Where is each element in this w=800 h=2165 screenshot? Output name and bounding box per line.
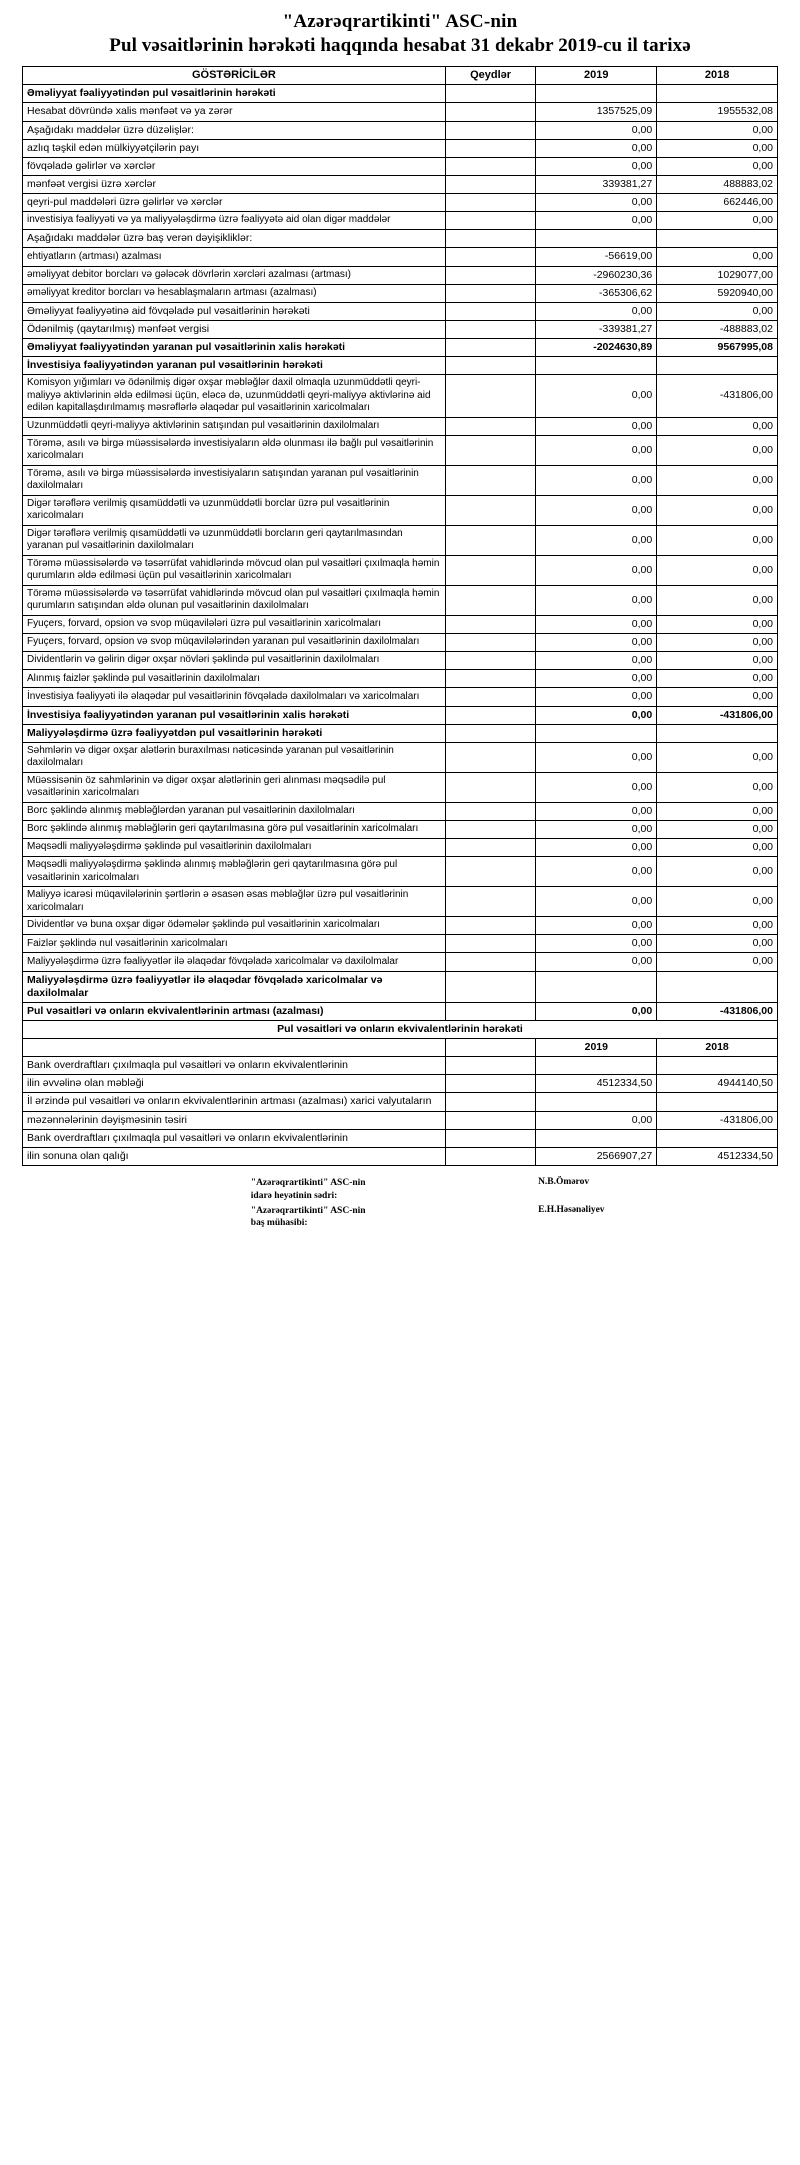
row-value-2019 <box>536 971 657 1002</box>
row-section-label: İnvestisiya fəaliyyətindən yaranan pul vəsaitlərinin hərəkəti <box>23 357 446 375</box>
row-note <box>445 157 536 175</box>
row-value-2018: 0,00 <box>657 139 778 157</box>
row-label: qeyri-pul maddələri üzrə gəlirlər və xərclər <box>23 194 446 212</box>
row-label: Uzunmüddətli qeyri-maliyyə aktivlərinin satışından pul vəsaitlərinin daxilolmaları <box>23 417 446 435</box>
row-value-2018: 0,00 <box>657 802 778 820</box>
title-line-2: Pul vəsaitlərinin hərəkəti haqqında hesabat 31 dekabr 2019-cu il tarixə <box>109 34 691 56</box>
row-note <box>445 839 536 857</box>
row-note <box>445 266 536 284</box>
row-value-2019: 0,00 <box>536 302 657 320</box>
signature-name: E.H.Həsənəliyev <box>538 1204 605 1215</box>
row-value-2019: 0,00 <box>536 525 657 555</box>
row-value-2018: 0,00 <box>657 615 778 633</box>
row-value-2019: 0,00 <box>536 465 657 495</box>
row-value-2018: 0,00 <box>657 525 778 555</box>
row-note <box>445 339 536 357</box>
table-row <box>23 953 778 971</box>
row-value-2019: 0,00 <box>536 670 657 688</box>
row-label: Bank overdraftları çıxılmaqla pul vəsaitləri və onların ekvivalentlərinin <box>23 1057 446 1075</box>
row-note <box>445 820 536 838</box>
signature-row <box>22 1176 778 1204</box>
row-note <box>445 634 536 652</box>
row-note <box>445 585 536 615</box>
row-label: Fyuçers, forvard, opsion və svop müqavilələrindən yaranan pul vəsaitlərinin daxilolmaları <box>23 634 446 652</box>
row-value-2018: 0,00 <box>657 742 778 772</box>
row-note <box>445 887 536 917</box>
row-note <box>445 917 536 935</box>
row-value-2018: 0,00 <box>657 670 778 688</box>
table-row <box>23 585 778 615</box>
table-header <box>23 66 778 85</box>
row-note <box>445 417 536 435</box>
row-value-2018: 0,00 <box>657 157 778 175</box>
row-note <box>445 1147 536 1165</box>
row-label: Ödənilmiş (qaytarılmış) mənfəət vergisi <box>23 320 446 338</box>
row-value-2018: 0,00 <box>657 839 778 857</box>
row-note <box>445 103 536 121</box>
row-value-2018: 0,00 <box>657 435 778 465</box>
row-value-2019: 0,00 <box>536 652 657 670</box>
row-note <box>445 802 536 820</box>
row-value-2019: 0,00 <box>536 585 657 615</box>
row-value-2018: 0,00 <box>657 953 778 971</box>
row-value-2018: 0,00 <box>657 887 778 917</box>
row-value-2019: 0,00 <box>536 555 657 585</box>
row-value-2018: 1029077,00 <box>657 266 778 284</box>
signature-block <box>22 1176 778 1231</box>
table-row <box>23 857 778 887</box>
row-value-2018: 0,00 <box>657 465 778 495</box>
table-row <box>23 248 778 266</box>
table-row <box>23 555 778 585</box>
row-note <box>445 121 536 139</box>
row-value-2019: 0,00 <box>536 839 657 857</box>
row-value-2019: 0,00 <box>536 615 657 633</box>
table-row <box>23 417 778 435</box>
row-value-2019: 0,00 <box>536 1002 657 1020</box>
row-note <box>445 706 536 724</box>
row-note <box>445 953 536 971</box>
table-row <box>23 435 778 465</box>
row-value-2019: 0,00 <box>536 706 657 724</box>
row-value-2018: 0,00 <box>657 417 778 435</box>
row-value-2018: 0,00 <box>657 772 778 802</box>
row-note <box>445 194 536 212</box>
row-value-2018: 0,00 <box>657 820 778 838</box>
table-row <box>23 320 778 338</box>
row-label: Məqsədli maliyyələşdirmə şəklində alınmış məbləğlərin geri qaytarılmasına görə pul vəsaitlərinin xaricolmaları <box>23 857 446 887</box>
row-label: əməliyyat kreditor borcları və hesablaşmaların artması (azalması) <box>23 284 446 302</box>
title-line-1: "Azərəqrartikinti" ASC-nin <box>282 11 518 32</box>
row-note <box>445 302 536 320</box>
row-value-2018: 0,00 <box>657 688 778 706</box>
table-subheading: Pul vəsaitləri və onların ekvivalentlərinin hərəkəti <box>23 1020 778 1038</box>
row-value-2018: 0,00 <box>657 121 778 139</box>
row-value-2018 <box>657 724 778 742</box>
row-value-2018 <box>657 971 778 1002</box>
table-row <box>23 1129 778 1147</box>
row-value-2018 <box>657 1129 778 1147</box>
row-value-2019: -365306,62 <box>536 284 657 302</box>
row-value-2018: -431806,00 <box>657 375 778 418</box>
row-label: Müəssisənin öz sahmlərinin və digər oxşar alətlərinin geri alınması məqsədilə pul vəsaitlərinin xaricolmaları <box>23 772 446 802</box>
signature-spacer <box>22 1204 249 1232</box>
row-value-2018: 0,00 <box>657 935 778 953</box>
column-header-notes: Qeydlər <box>445 66 536 85</box>
row-note <box>445 284 536 302</box>
row-value-2019: 0,00 <box>536 157 657 175</box>
row-value-2019: 2566907,27 <box>536 1147 657 1165</box>
row-value-2019: 0,00 <box>536 887 657 917</box>
row-note <box>445 670 536 688</box>
row-note <box>445 1129 536 1147</box>
table-row <box>23 935 778 953</box>
row-value-2018: 0,00 <box>657 585 778 615</box>
table-row <box>23 1093 778 1111</box>
row-note <box>445 435 536 465</box>
row-label: əməliyyat debitor borcları və gələcək dövrlərin xərcləri azalması (artması) <box>23 266 446 284</box>
row-value-2019 <box>536 1057 657 1075</box>
row-label: Məqsədli maliyyələşdirmə şəklində pul vəsaitlərinin daxilolmaları <box>23 839 446 857</box>
table-row <box>23 1020 778 1038</box>
column-header-year-2018: 2018 <box>657 66 778 85</box>
row-note <box>445 175 536 193</box>
row-label: Faizlər şəklində nul vəsaitlərinin xaricolmaları <box>23 935 446 953</box>
table-row <box>23 1075 778 1093</box>
row-value-2019: 0,00 <box>536 688 657 706</box>
table-row <box>23 634 778 652</box>
row-total-label: Maliyyələşdirmə üzrə fəaliyyətlər ilə əlaqədar fövqəladə xaricolmalar və daxilolmalar <box>23 971 446 1002</box>
table-row <box>23 103 778 121</box>
row-note <box>445 212 536 230</box>
row-label: Alınmış faizlər şəklində pul vəsaitlərinin daxilolmaları <box>23 670 446 688</box>
row-value-2019: 0,00 <box>536 1111 657 1129</box>
row-note <box>445 1111 536 1129</box>
signature-org: "Azərəqrartikinti" ASC-nin <box>250 1205 366 1216</box>
row-note <box>445 248 536 266</box>
row-note <box>445 652 536 670</box>
table-row <box>23 772 778 802</box>
row-value-2019 <box>536 1129 657 1147</box>
row-note <box>445 495 536 525</box>
table-header-row <box>23 66 778 85</box>
row-note <box>445 742 536 772</box>
row-value-2018: 0,00 <box>657 857 778 887</box>
row-total-label: İnvestisiya fəaliyyətindən yaranan pul vəsaitlərinin xalis hərəkəti <box>23 706 446 724</box>
table-row <box>23 194 778 212</box>
row-label: Maliyyə icarəsi müqavilələrinin şərtlərin ə əsasən əsas məbləğlər üzrə pul vəsaitlərinin xaricolmaları <box>23 887 446 917</box>
row-note <box>445 1075 536 1093</box>
row-label: mənfəət vergisi üzrə xərclər <box>23 175 446 193</box>
row-value-2018 <box>657 357 778 375</box>
row-value-2019 <box>536 357 657 375</box>
row-value-2018: 4944140,50 <box>657 1075 778 1093</box>
table-row <box>23 284 778 302</box>
row-value-2019: -2960230,36 <box>536 266 657 284</box>
row-label: Hesabat dövründə xalis mənfəət və ya zərər <box>23 103 446 121</box>
row-value-2019: 0,00 <box>536 194 657 212</box>
row-value-2018: -431806,00 <box>657 706 778 724</box>
row-value-2019: 339381,27 <box>536 175 657 193</box>
row-note <box>445 1039 536 1057</box>
row-note <box>445 525 536 555</box>
row-value-2019: -56619,00 <box>536 248 657 266</box>
row-value-2018: -431806,00 <box>657 1002 778 1020</box>
row-value-2019: 0,00 <box>536 772 657 802</box>
row-value-2019: 0,00 <box>536 495 657 525</box>
table-row <box>23 357 778 375</box>
row-value-2018: 0,00 <box>657 495 778 525</box>
row-label: Fyuçers, forvard, opsion və svop müqavilələri üzrə pul vəsaitlərinin xaricolmaları <box>23 615 446 633</box>
table-row <box>23 724 778 742</box>
signature-position: idarə heyətinin sədri: <box>250 1190 338 1201</box>
row-value-2019: 0,00 <box>536 139 657 157</box>
table-row <box>23 212 778 230</box>
cash-flow-table <box>22 66 778 1166</box>
table-body <box>23 85 778 1166</box>
row-value-2019 <box>536 1093 657 1111</box>
row-value-2018: 0,00 <box>657 248 778 266</box>
row-value-2019: 0,00 <box>536 375 657 418</box>
table-row <box>23 820 778 838</box>
table-row <box>23 266 778 284</box>
row-note <box>445 688 536 706</box>
row-note <box>445 375 536 418</box>
row-value-2019: -2024630,89 <box>536 339 657 357</box>
table-row <box>23 615 778 633</box>
row-value-2018: 488883,02 <box>657 175 778 193</box>
table-row <box>23 157 778 175</box>
row-label: Borc şəklində alınmış məbləğlərin geri qaytarılmasına görə pul vəsaitlərinin xaricolmaları <box>23 820 446 838</box>
table-row <box>23 1002 778 1020</box>
table-row <box>23 688 778 706</box>
row-label: Komisyon yığımları və ödənilmiş digər oxşar məbləğlər daxil olmaqla uzunmüddətli qeyri-maliyyə aktivlərinin əldə edilməsi üçün, eləcə də, uzunmüddətli qeyri-maliyyə aktivlərinə aid edilən kapitallaşdırılmamış məsrəflərlə əlaqədar pul vəsaitlərinin xaricolmaları <box>23 375 446 418</box>
document-title <box>22 10 778 58</box>
row-label: Borc şəklində alınmış məbləğlərdən yaranan pul vəsaitlərinin daxilolmaları <box>23 802 446 820</box>
row-label: Törəmə müəssisələrdə və təsərrüfat vahidlərində mövcud olan pul vəsaitləri çıxılmaqla həmin qurumların əldə edilməsi üçün pul vəsaitlərinin xaricolmaları <box>23 555 446 585</box>
table-row <box>23 742 778 772</box>
column-header-indicators: GÖSTƏRİCİLƏR <box>23 66 446 85</box>
row-label: Səhmlərin və digər oxşar alətlərin buraxılması nəticəsində yaranan pul vəsaitlərinin daxilolmaları <box>23 742 446 772</box>
row-value-2019: 0,00 <box>536 917 657 935</box>
row-value-2019: 0,00 <box>536 121 657 139</box>
row-note <box>445 724 536 742</box>
table-row <box>23 465 778 495</box>
row-label: Digər tərəflərə verilmiş qısamüddətli və uzunmüddətli borclar üzrə pul vəsaitlərinin xaricolmaları <box>23 495 446 525</box>
row-value-2019: 0,00 <box>536 802 657 820</box>
row-label: Törəmə müəssisələrdə və təsərrüfat vahidlərində mövcud olan pul vəsaitləri çıxılmaqla həmin qurumların satışından əldə olunan pul vəsaitlərinin daxilolmaları <box>23 585 446 615</box>
row-label <box>23 1039 446 1057</box>
row-value-2019: 0,00 <box>536 212 657 230</box>
row-note <box>445 139 536 157</box>
table-row <box>23 802 778 820</box>
row-value-2018: 0,00 <box>657 555 778 585</box>
row-note <box>445 465 536 495</box>
row-value-2018: 662446,00 <box>657 194 778 212</box>
row-value-2018: 4512334,50 <box>657 1147 778 1165</box>
row-label: Maliyyələşdirmə üzrə fəaliyyətlər ilə əlaqədar fövqəladə xaricolmalar və daxilolmalar <box>23 953 446 971</box>
row-label: Bank overdraftları çıxılmaqla pul vəsaitləri və onların ekvivalentlərinin <box>23 1129 446 1147</box>
row-value-2018 <box>657 230 778 248</box>
row-value-2018: -488883,02 <box>657 320 778 338</box>
row-note <box>445 555 536 585</box>
table-row <box>23 1057 778 1075</box>
row-section-label: Əməliyyat fəaliyyətindən pul vəsaitlərinin hərəkəti <box>23 85 446 103</box>
table-row <box>23 917 778 935</box>
row-label: Aşağıdakı maddələr üzrə baş verən dəyişikliklər: <box>23 230 446 248</box>
row-value-2018: 9567995,08 <box>657 339 778 357</box>
row-note <box>445 85 536 103</box>
row-value-2019: 0,00 <box>536 953 657 971</box>
row-label: Dividentlər və buna oxşar digər ödəmələr şəklində pul vəsaitlərinin xaricolmaları <box>23 917 446 935</box>
row-value-2019 <box>536 724 657 742</box>
row-value-2018 <box>657 85 778 103</box>
signature-name: N.B.Ömərov <box>538 1176 590 1187</box>
row-note <box>445 1093 536 1111</box>
row-value-2019: 0,00 <box>536 634 657 652</box>
table-row <box>23 670 778 688</box>
row-note <box>445 230 536 248</box>
row-label: İl ərzində pul vəsaitləri və onların ekvivalentlərinin artması (azalması) xarici valyutaların <box>23 1093 446 1111</box>
row-note <box>445 857 536 887</box>
row-value-2018 <box>657 1057 778 1075</box>
table-row <box>23 887 778 917</box>
row-value-2018: 0,00 <box>657 634 778 652</box>
table-row <box>23 495 778 525</box>
table-row <box>23 1147 778 1165</box>
column-header-year-2019: 2019 <box>536 66 657 85</box>
signature-role <box>249 1176 536 1204</box>
row-label: fövqəladə gəlirlər və xərclər <box>23 157 446 175</box>
row-note <box>445 1057 536 1075</box>
table-row <box>23 139 778 157</box>
signature-org: "Azərəqrartikinti" ASC-nin <box>250 1177 366 1188</box>
row-note <box>445 971 536 1002</box>
row-value-2019: 0,00 <box>536 857 657 887</box>
row-label: Digər tərəflərə verilmiş qısamüddətli və uzunmüddətli borcların geri qaytarılmasından yaranan pul vəsaitlərinin daxilolmaları <box>23 525 446 555</box>
row-label: Törəmə, asılı və birgə müəssisələrdə investisiyaların satışından yaranan pul vəsaitlərinin daxilolmaları <box>23 465 446 495</box>
row-label: ehtiyatların (artması) azalması <box>23 248 446 266</box>
row-note <box>445 1002 536 1020</box>
row-label: məzənnələrinin dəyişməsinin təsiri <box>23 1111 446 1129</box>
signature-spacer <box>22 1176 249 1204</box>
row-note <box>445 935 536 953</box>
table-row <box>23 375 778 418</box>
row-note <box>445 615 536 633</box>
row-note <box>445 320 536 338</box>
row-value-2018: 0,00 <box>657 212 778 230</box>
row-note <box>445 772 536 802</box>
signature-position: baş mühasibi: <box>250 1218 308 1229</box>
signature-role <box>249 1204 536 1232</box>
row-value-2018: -431806,00 <box>657 1111 778 1129</box>
row-value-2018: 0,00 <box>657 652 778 670</box>
row-value-2018: 1955532,08 <box>657 103 778 121</box>
row-value-2019: 2019 <box>536 1039 657 1057</box>
row-label: azlıq təşkil edən mülkiyyətçilərin payı <box>23 139 446 157</box>
row-value-2019: 0,00 <box>536 435 657 465</box>
row-total-label: Pul vəsaitləri və onların ekvivalentlərinin artması (azalması) <box>23 1002 446 1020</box>
row-value-2019 <box>536 230 657 248</box>
row-value-2019: 0,00 <box>536 820 657 838</box>
row-label: ilin sonuna olan qalığı <box>23 1147 446 1165</box>
row-note <box>445 357 536 375</box>
row-section-label: Maliyyələşdirmə üzrə fəaliyyətdən pul vəsaitlərinin hərəkəti <box>23 724 446 742</box>
table-row <box>23 525 778 555</box>
row-value-2018: 0,00 <box>657 917 778 935</box>
row-value-2019: 0,00 <box>536 417 657 435</box>
row-value-2019: 1357525,09 <box>536 103 657 121</box>
row-value-2019: 0,00 <box>536 742 657 772</box>
row-value-2018 <box>657 1093 778 1111</box>
row-label: investisiya fəaliyyəti və ya maliyyələşdirmə üzrə fəaliyyətə aid olan digər maddələr <box>23 212 446 230</box>
row-value-2018: 5920940,00 <box>657 284 778 302</box>
table-row <box>23 302 778 320</box>
table-row <box>23 175 778 193</box>
table-row <box>23 339 778 357</box>
table-row <box>23 230 778 248</box>
row-value-2019: 0,00 <box>536 935 657 953</box>
row-value-2019 <box>536 85 657 103</box>
row-label: Törəmə, asılı və birgə müəssisələrdə investisiyaların əldə olunması ilə bağlı pul vəsaitlərinin xaricolmaları <box>23 435 446 465</box>
row-total-label: Əməliyyat fəaliyyətindən yaranan pul vəsaitlərinin xalis hərəkəti <box>23 339 446 357</box>
table-row <box>23 971 778 1002</box>
row-value-2019: 4512334,50 <box>536 1075 657 1093</box>
row-label: İnvestisiya fəaliyyəti ilə əlaqədar pul vəsaitlərinin fövqəladə daxilolmaları və xaricolmaları <box>23 688 446 706</box>
row-value-2019: -339381,27 <box>536 320 657 338</box>
table-row <box>23 1039 778 1057</box>
table-row <box>23 706 778 724</box>
row-label: Aşağıdakı maddələr üzrə düzəlişlər: <box>23 121 446 139</box>
table-row <box>23 839 778 857</box>
row-label: Əməliyyat fəaliyyətinə aid fövqəladə pul vəsaitlərinin hərəkəti <box>23 302 446 320</box>
table-row <box>23 85 778 103</box>
signature-row <box>22 1204 778 1232</box>
row-label: ilin əvvəlinə olan məbləği <box>23 1075 446 1093</box>
row-value-2018: 0,00 <box>657 302 778 320</box>
row-label: Dividentlərin və gəlirin digər oxşar növləri şəklində pul vəsaitlərinin daxilolmaları <box>23 652 446 670</box>
table-row <box>23 1111 778 1129</box>
table-row <box>23 652 778 670</box>
table-row <box>23 121 778 139</box>
row-value-2018: 2018 <box>657 1039 778 1057</box>
